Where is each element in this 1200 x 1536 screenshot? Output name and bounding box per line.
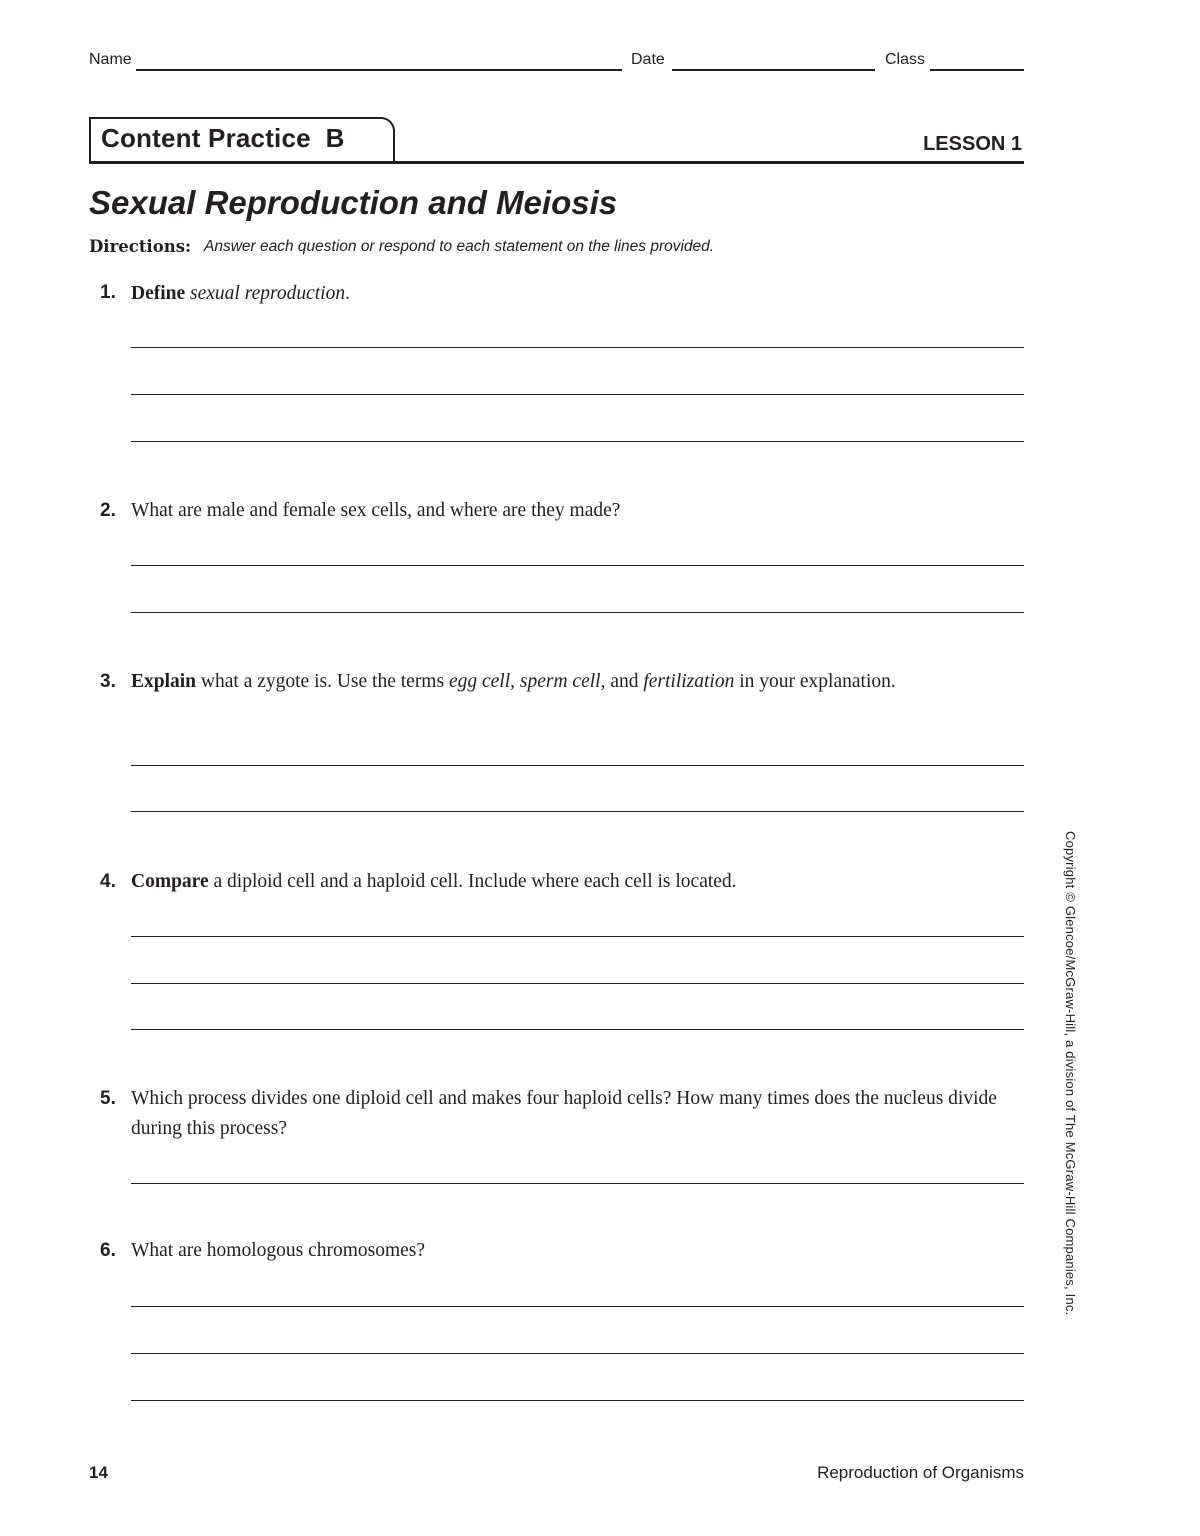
date-field[interactable] bbox=[672, 69, 875, 71]
answer-line[interactable] bbox=[131, 936, 1024, 937]
question-2-text: What are male and female sex cells, and where are they made? bbox=[131, 500, 621, 521]
answer-line[interactable] bbox=[131, 1183, 1024, 1184]
answer-line[interactable] bbox=[131, 1306, 1024, 1307]
question-number: 3. bbox=[100, 671, 116, 692]
question-5-text: Which process divides one diploid cell and makes four haploid cells? How many times does the nucleus divide during this process? bbox=[131, 1088, 997, 1139]
content-practice-label: Content Practice B bbox=[101, 123, 345, 153]
answer-line[interactable] bbox=[131, 394, 1024, 395]
answer-line[interactable] bbox=[131, 1029, 1024, 1030]
answer-line[interactable] bbox=[131, 565, 1024, 566]
question-number: 6. bbox=[100, 1240, 116, 1261]
name-label: Name bbox=[89, 51, 132, 68]
question-number: 4. bbox=[100, 871, 116, 892]
question-1-verb: Define bbox=[131, 283, 186, 304]
name-field[interactable] bbox=[136, 69, 622, 71]
class-label: Class bbox=[885, 51, 926, 68]
lesson-label: LESSON 1 bbox=[923, 133, 1022, 155]
question-number: 5. bbox=[100, 1088, 116, 1109]
question-6-text: What are homologous chromosomes? bbox=[131, 1240, 426, 1261]
question-number: 1. bbox=[100, 282, 116, 303]
answer-line[interactable] bbox=[131, 347, 1024, 348]
directions-text: Answer each question or respond to each statement on the lines provided. bbox=[204, 238, 715, 255]
question-number: 2. bbox=[100, 500, 116, 521]
book-title: Reproduction of Organisms bbox=[817, 1463, 1024, 1482]
page-number: 14 bbox=[89, 1463, 108, 1482]
answer-line[interactable] bbox=[131, 765, 1024, 766]
header-rule bbox=[89, 161, 1024, 164]
page-title: Sexual Reproduction and Meiosis bbox=[89, 184, 618, 221]
answer-line[interactable] bbox=[131, 1353, 1024, 1354]
question-1-text: Define sexual reproduction. bbox=[131, 283, 350, 304]
question-3-text: Explain what a zygote is. Use the terms egg cell, sperm cell, and fertilization in your explanation. bbox=[131, 671, 896, 692]
answer-line[interactable] bbox=[131, 441, 1024, 442]
directions-label: Directions: bbox=[89, 237, 192, 256]
date-label: Date bbox=[631, 51, 665, 68]
answer-line[interactable] bbox=[131, 612, 1024, 613]
answer-line[interactable] bbox=[131, 983, 1024, 984]
answer-line[interactable] bbox=[131, 811, 1024, 812]
question-1-term: sexual reproduction bbox=[190, 283, 346, 304]
copyright-notice: Copyright © Glencoe/McGraw-Hill, a division of The McGraw-Hill Companies, Inc. bbox=[1063, 831, 1078, 1316]
class-field[interactable] bbox=[930, 69, 1024, 71]
answer-line[interactable] bbox=[131, 1400, 1024, 1401]
question-4-text: Compare a diploid cell and a haploid cell. Include where each cell is located. bbox=[131, 871, 737, 892]
